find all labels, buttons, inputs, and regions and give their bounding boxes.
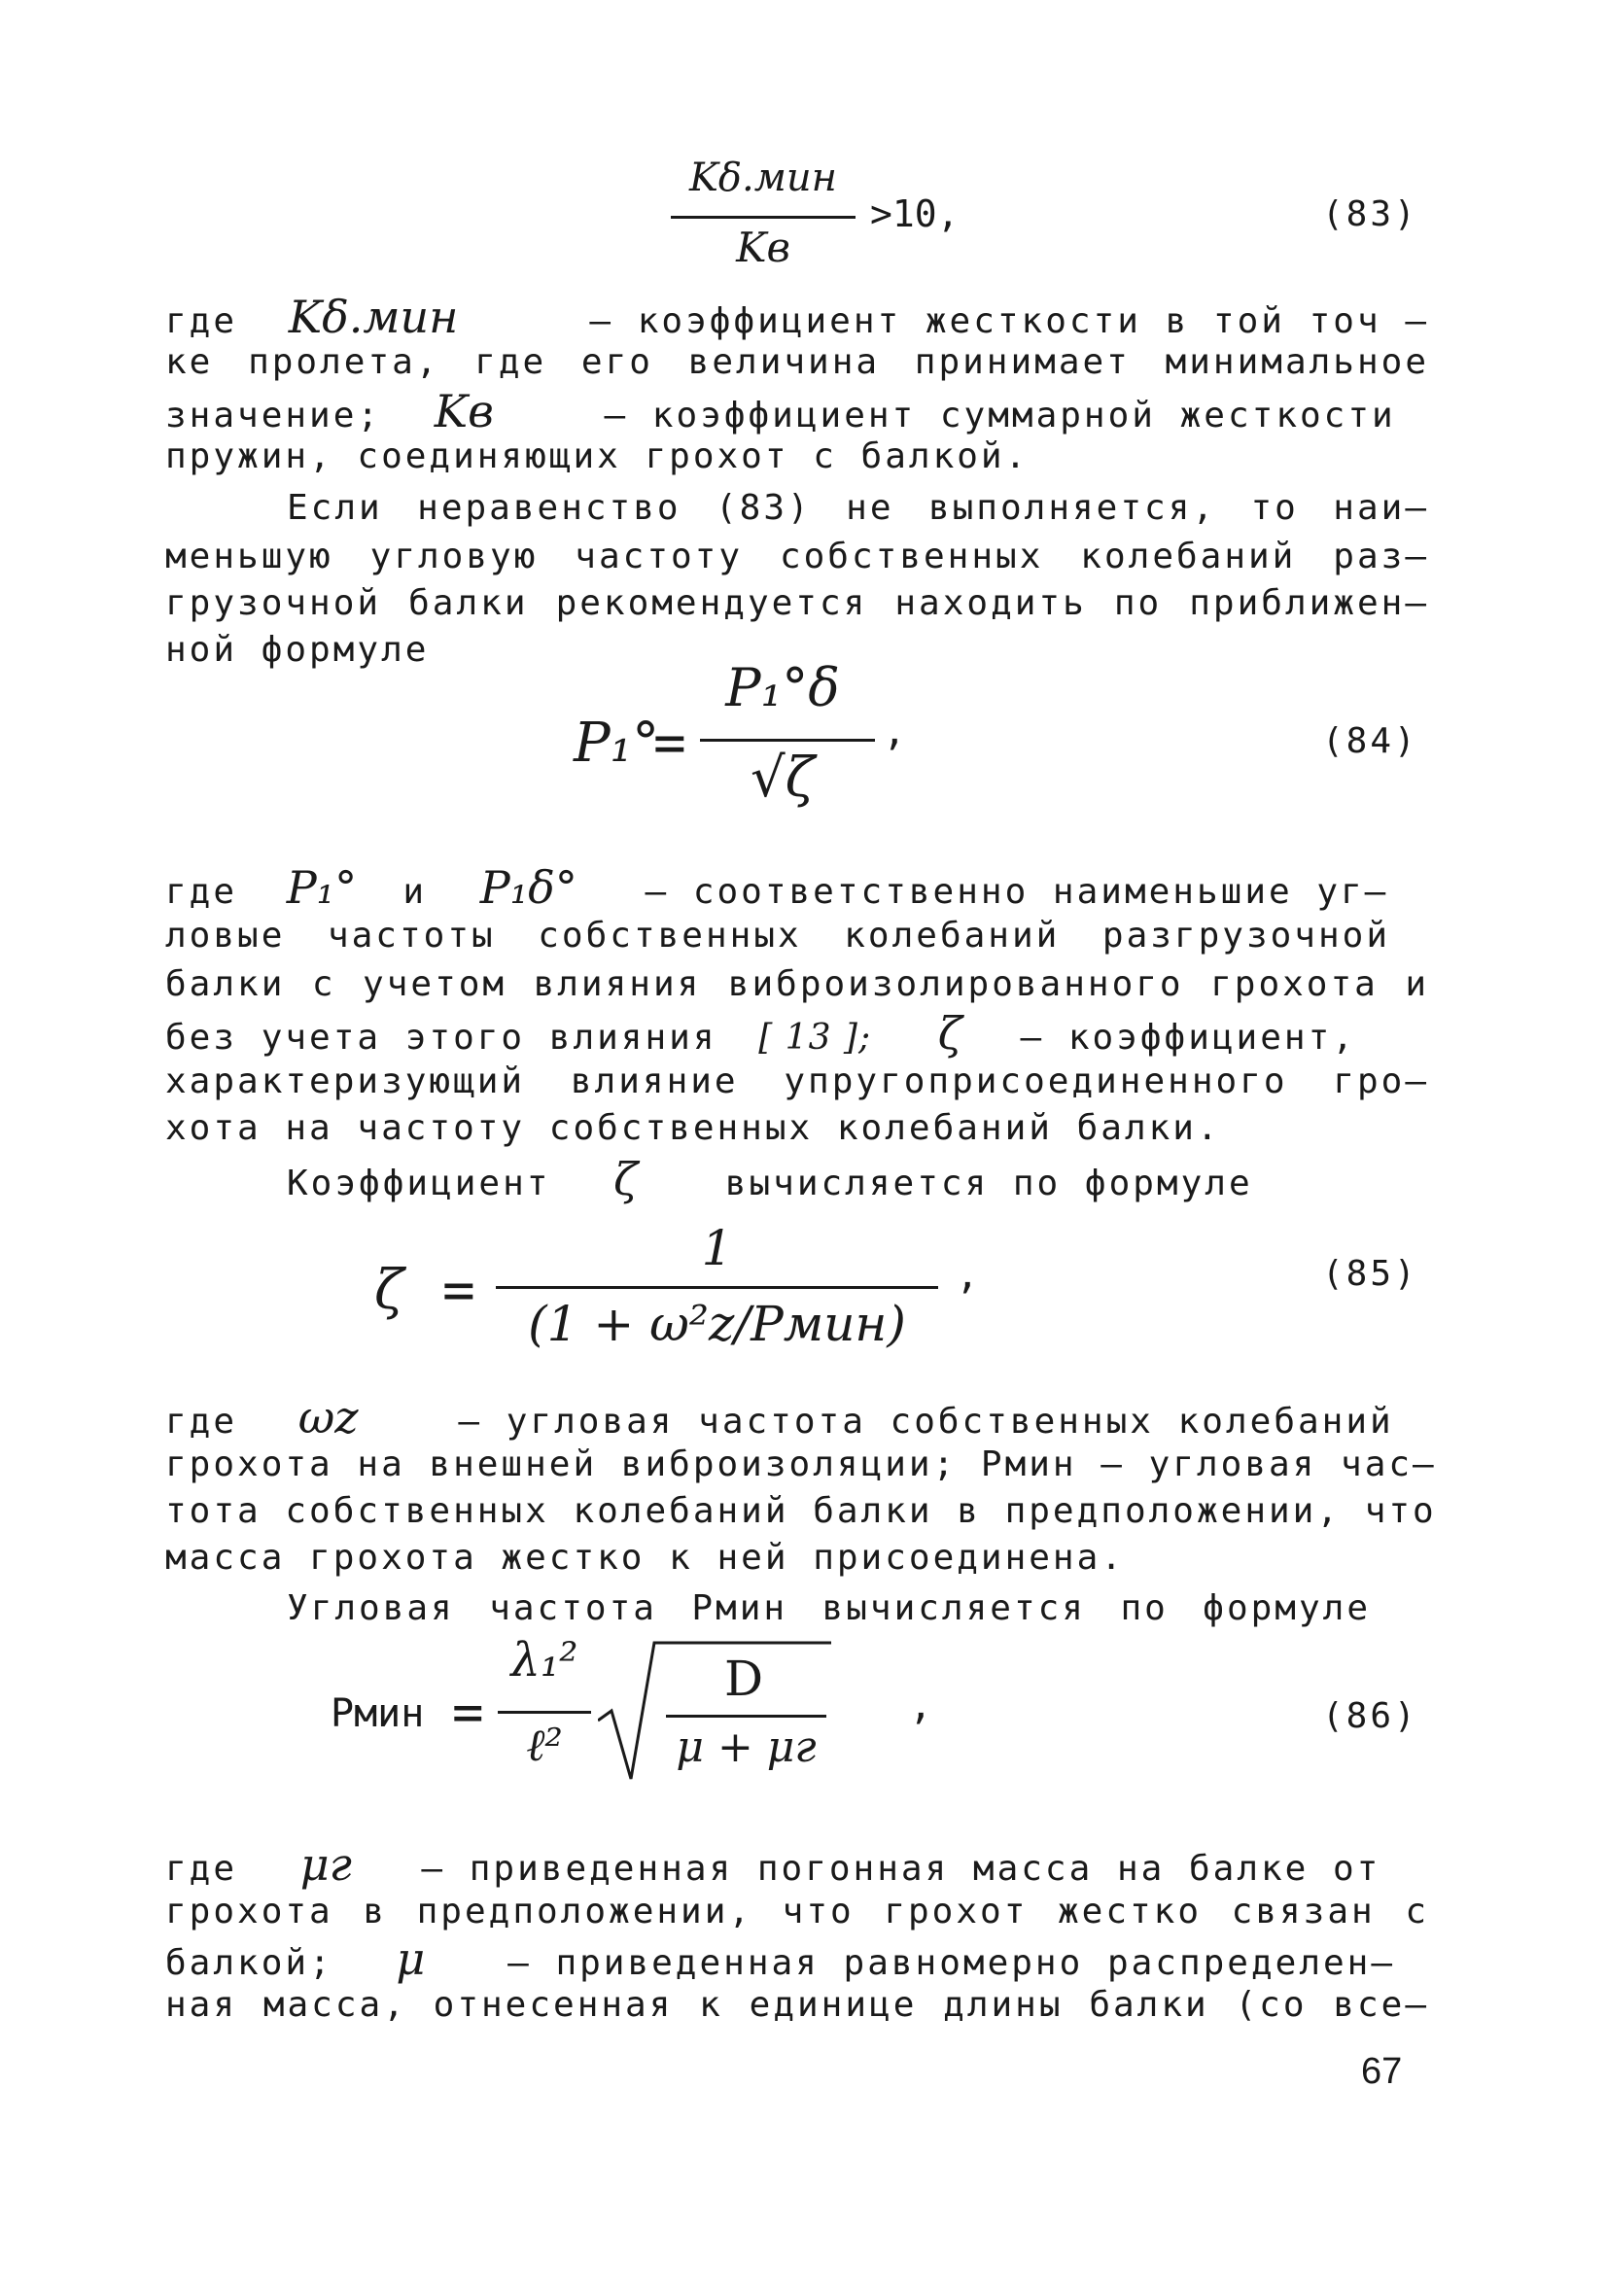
p5-line3: тота собственных колебаний балки в предположении, что (165, 1491, 1437, 1531)
p5-line4: масса грохота жестко к ней присоединена. (165, 1538, 1125, 1578)
p7-line1 (165, 1838, 1429, 1892)
p6-line: Угловая частота Pмин вычисляется по формуле (287, 1588, 1371, 1628)
eq83-denominator: Kв (736, 224, 790, 271)
eq84-comma: , (883, 710, 907, 754)
omega-z-symbol: ωz (297, 1391, 359, 1444)
p4-a: Коэффициент (287, 1164, 551, 1203)
p4-b: вычисляется по формуле (724, 1164, 1253, 1203)
p2-line3: грузочной балки рекомендуется находить по приближен– (165, 583, 1429, 623)
eq85-numerator: 1 (701, 1220, 733, 1276)
eq84-number: (84) (1322, 721, 1418, 761)
equation-83 (661, 156, 1050, 292)
p3-line3: балки с учетом влияния виброизолированного грохота и (165, 964, 1429, 1004)
p3-line4 (165, 1007, 1429, 1061)
p5-gde: где (165, 1402, 238, 1442)
p5-line2: грохота на внешней виброизоляции; Pмин – угловая час– (165, 1444, 1437, 1484)
eq86-equals: = (452, 1682, 484, 1743)
p3-line1-text: – соответственно наименьшие уг– (645, 872, 1389, 912)
eq86-frac1-bar (498, 1711, 591, 1714)
p7-line4: ная масса, отнесенная к единице длины балки (со все– (165, 1985, 1429, 2025)
eq85-lhs: ζ (374, 1259, 404, 1322)
p3-gde: где (165, 872, 238, 912)
p3-line1 (165, 861, 1429, 915)
eq86-lhs: Pмин (331, 1691, 425, 1736)
p3-line4-b: – коэффициент, (1020, 1018, 1356, 1058)
p1-line2: ке пролета, где его величина принимает минимальное (165, 342, 1429, 382)
eq85-number: (85) (1322, 1254, 1418, 1294)
equation-85 (374, 1220, 996, 1375)
mu-g-symbol: μг (299, 1838, 352, 1891)
eq86-frac2-bar (666, 1715, 826, 1718)
p1-line1 (165, 291, 1429, 344)
p3-line4-a: без учета этого влияния (165, 1018, 717, 1058)
reference-13: [ 13 ]; (758, 1018, 872, 1058)
p7-line3-b: – приведенная равномерно распределен– (507, 1943, 1396, 1983)
p7-gde: где (165, 1849, 238, 1889)
eq86-frac2-numerator: D (723, 1651, 764, 1707)
p5-line1-text: – угловая частота собственных колебаний (458, 1402, 1394, 1442)
p1-delta-zero-symbol: P₁δ° (479, 861, 577, 914)
p5-line1 (165, 1391, 1429, 1444)
p1-line3 (165, 385, 1429, 438)
p1-line4: пружин, соединяющих грохот с балкой. (165, 436, 1030, 476)
p3-and: и (402, 872, 428, 912)
p1-line3-b: – коэффициент суммарной жесткости (604, 396, 1396, 435)
zeta-symbol-2: ζ (613, 1153, 639, 1205)
eq83-rhs: >10, (870, 192, 960, 235)
eq85-equals: = (442, 1259, 475, 1322)
eq86-number: (86) (1322, 1696, 1418, 1736)
eq85-comma: , (956, 1253, 980, 1298)
zeta-symbol: ζ (937, 1007, 962, 1060)
p4-line (287, 1153, 1429, 1206)
k-delta-min-symbol: Kδ.мин (288, 291, 459, 343)
p2-line1: Если неравенство (83) не выполняется, то наи– (287, 488, 1429, 528)
equation-84 (574, 651, 982, 817)
p7-line1-text: – приведенная погонная масса на балке от (421, 1849, 1381, 1889)
p7-line3-a: балкой; (165, 1943, 333, 1983)
p7-line3 (165, 1932, 1429, 1986)
p3-line5: характеризующий влияние упругоприсоединенного гро– (165, 1061, 1429, 1101)
eq84-numerator: P₁°δ (725, 657, 840, 718)
eq83-number: (83) (1322, 194, 1418, 234)
eq84-equals: = (653, 712, 686, 775)
eq84-lhs: P₁° (574, 712, 660, 775)
eq84-fraction-bar (700, 739, 875, 742)
p1-line3-a: значение; (165, 396, 382, 435)
p3-line2: ловые частоты собственных колебаний разгрузочной (165, 916, 1390, 956)
p3-line6: хота на частоту собственных колебаний балки. (165, 1108, 1221, 1148)
p2-line2: меньшую угловую частоту собственных колебаний раз– (165, 537, 1429, 576)
eq84-denominator: √ζ (750, 747, 816, 810)
eq86-frac1-numerator: λ₁² (510, 1633, 578, 1687)
eq83-numerator: Kδ.мин (689, 156, 837, 200)
eq86-frac1-denominator: ℓ² (526, 1719, 563, 1771)
k-v-symbol: Kв (434, 385, 494, 437)
eq83-fraction-bar (671, 216, 856, 219)
p1-line1-text: – коэффициент жесткости в той точ – (589, 301, 1429, 341)
p1-zero-symbol: P₁° (286, 861, 358, 914)
page-number: 67 (1361, 2051, 1403, 2092)
mu-symbol: μ (396, 1932, 426, 1985)
p1-gde: где (165, 301, 238, 341)
p7-line2: грохота в предположении, что грохот жестко связан с (165, 1892, 1429, 1931)
eq85-fraction-bar (496, 1286, 938, 1289)
eq86-comma: , (909, 1684, 933, 1728)
p2-line4: ной формуле (165, 630, 430, 670)
eq85-denominator: (1 + ω²z/Pмин) (528, 1296, 906, 1352)
equation-86 (331, 1633, 953, 1808)
eq86-frac2-denominator: μ + μг (676, 1722, 817, 1772)
